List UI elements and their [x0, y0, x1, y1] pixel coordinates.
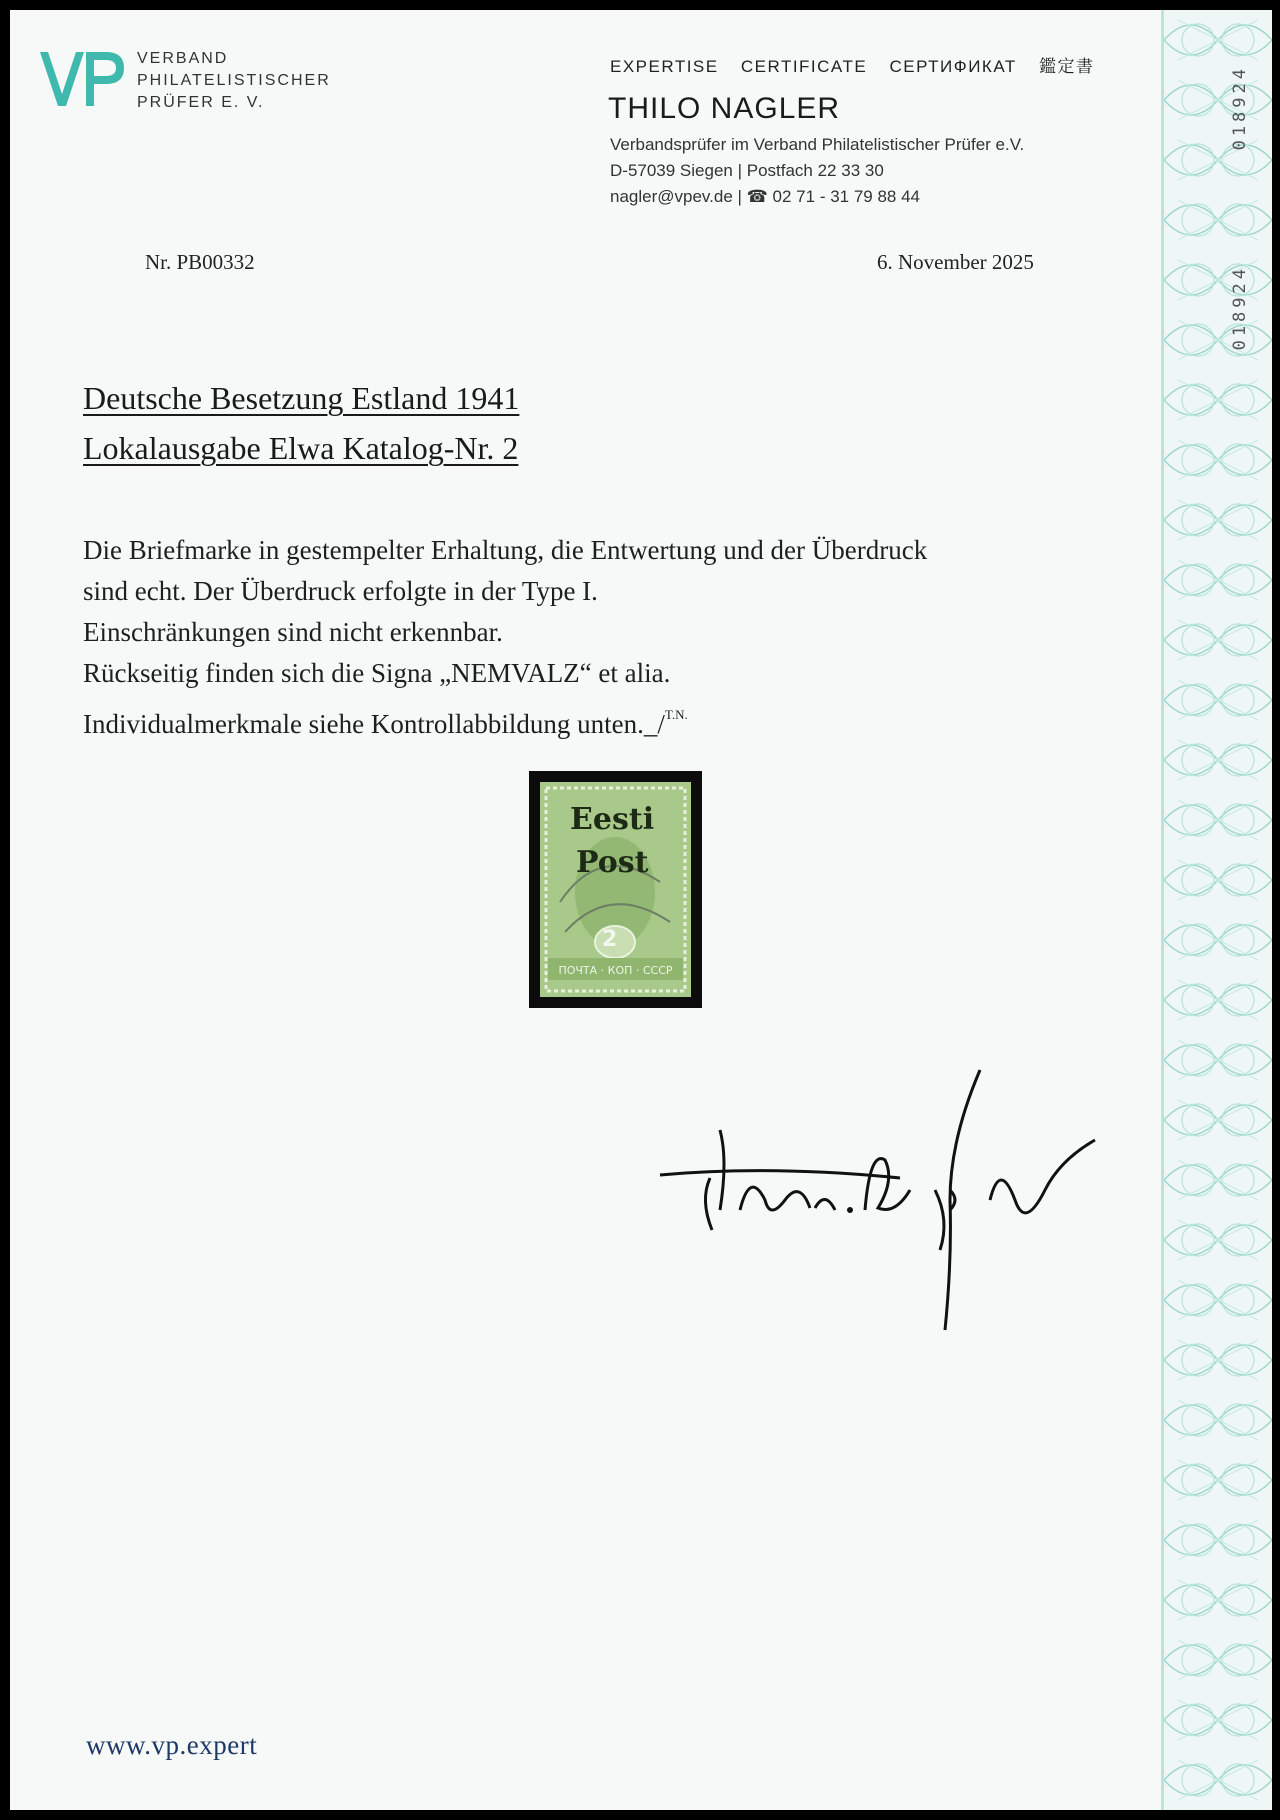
- stamp-inscription: ПОЧТА · КОП · СССР: [558, 964, 673, 977]
- body-line-4: Rückseitig finden sich die Signa „NEMVALZ“ et alia.: [83, 658, 671, 688]
- body-line-1: Die Briefmarke in gestempelter Erhaltung, die Entwertung und der Überdruck: [83, 535, 928, 565]
- serial-number-middle: 018924: [1230, 265, 1250, 351]
- association-name: VERBAND PHILATELISTISCHER PRÜFER E. V.: [137, 50, 331, 111]
- stamp-value: 2: [602, 927, 618, 952]
- certificate-page: [10, 10, 1272, 1810]
- certificate-type-list: [610, 52, 1110, 77]
- expert-initials: T.N.: [664, 707, 688, 722]
- certificate-date: 6. November 2025: [877, 250, 1034, 274]
- serial-number-top: 018924: [1230, 65, 1250, 151]
- overprint-line-2: Post: [576, 845, 649, 880]
- website-link[interactable]: www.vp.expert: [86, 1730, 258, 1760]
- guilloche-pattern: [1164, 10, 1272, 1810]
- expert-affiliation: Verbandsprüfer im Verband Philatelistischer Prüfer e.V.: [610, 135, 1025, 154]
- expert-contact: [610, 132, 1024, 210]
- expert-name: THILO NAGLER: [608, 92, 841, 125]
- certificate-number: Nr. PB00332: [145, 250, 255, 274]
- signature-icon: [650, 1060, 1110, 1340]
- security-border: [1161, 10, 1272, 1810]
- expert-address: D-57039 Siegen | Postfach 22 33 30: [610, 161, 884, 180]
- stamp-image-frame: [529, 771, 702, 1008]
- expert-email-phone: nagler@vpev.de | ☎ 02 71 - 31 79 88 44: [610, 187, 921, 206]
- certificate-title-2: Lokalausgabe Elwa Katalog-Nr. 2: [83, 430, 519, 466]
- stamp-image: [540, 782, 691, 997]
- certificate-title-1: Deutsche Besetzung Estland 1941: [83, 380, 520, 416]
- body-line-2: sind echt. Der Überdruck erfolgte in der Type I.: [83, 576, 598, 606]
- type-sertifikat: СЕРТИФИКАТ: [889, 57, 1017, 76]
- type-kanteisho: 鑑定書: [1038, 57, 1095, 76]
- type-expertise: EXPERTISE: [610, 57, 719, 76]
- type-certificate: CERTIFICATE: [740, 57, 868, 76]
- vp-logo-icon: [38, 48, 128, 110]
- body-line-3: Einschränkungen sind nicht erkennbar.: [83, 617, 503, 647]
- certificate-body: [83, 530, 1143, 745]
- overprint-line-1: Eesti: [570, 802, 655, 837]
- body-line-5: Individualmerkmale siehe Kontrollabbildung unten._/$^{T.N.}$: [83, 707, 688, 739]
